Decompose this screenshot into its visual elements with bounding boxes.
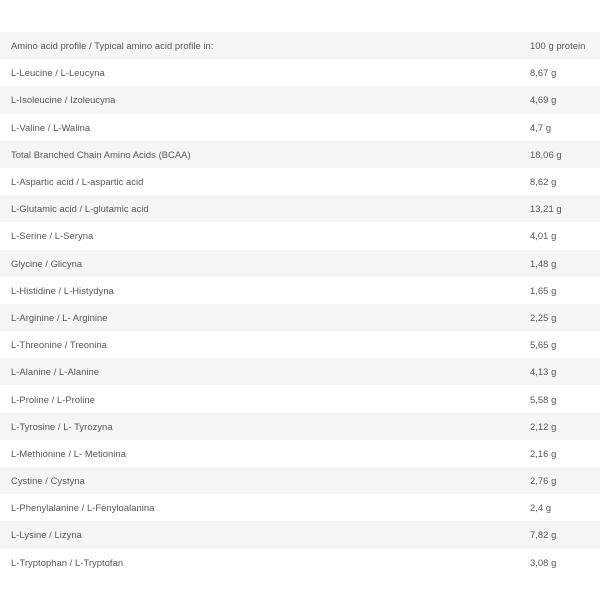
header-name-cell: Amino acid profile / Typical amino acid profile in: bbox=[11, 40, 214, 52]
amino-acid-value: 2,12 g bbox=[530, 420, 557, 432]
amino-acid-name: Glycine / Glicyna bbox=[11, 257, 83, 269]
header-value-cell: 100 g protein bbox=[530, 40, 586, 52]
table-row bbox=[0, 222, 600, 249]
amino-acid-name: L-Proline / L-Proline bbox=[11, 393, 95, 405]
amino-acid-name: L-Arginine / L- Arginine bbox=[11, 311, 108, 323]
amino-acid-value: 1,65 g bbox=[530, 284, 557, 296]
amino-acid-name: L-Serine / L-Seryna bbox=[11, 230, 94, 242]
table-row bbox=[0, 467, 600, 494]
amino-acid-value: 4,01 g bbox=[530, 230, 557, 242]
table-row bbox=[0, 549, 600, 576]
table-row bbox=[0, 59, 600, 86]
table-row bbox=[0, 250, 600, 277]
amino-acid-name: L-Tyrosine / L- Tyrozyna bbox=[11, 420, 113, 432]
table-row bbox=[0, 494, 600, 521]
amino-acid-table bbox=[0, 32, 600, 576]
table-row bbox=[0, 141, 600, 168]
amino-acid-name: L-Methionine / L- Metionina bbox=[11, 447, 126, 459]
amino-acid-value: 5,65 g bbox=[530, 339, 557, 351]
amino-acid-name: L-Leucine / L-Leucyna bbox=[11, 67, 105, 79]
amino-acid-name: L-Isoleucine / Izoleucyna bbox=[11, 94, 116, 106]
amino-acid-value: 2,25 g bbox=[530, 311, 557, 323]
amino-acid-name: L-Glutamic acid / L-glutamic acid bbox=[11, 203, 149, 215]
table-row bbox=[0, 277, 600, 304]
amino-acid-value: 7,82 g bbox=[530, 529, 557, 541]
table-row bbox=[0, 358, 600, 385]
amino-acid-value: 2,76 g bbox=[530, 475, 557, 487]
amino-acid-name: L-Phenylalanine / L-Fenyloalanina bbox=[11, 502, 155, 514]
amino-acid-value: 1,48 g bbox=[530, 257, 557, 269]
table-row bbox=[0, 114, 600, 141]
amino-acid-value: 4,7 g bbox=[530, 121, 552, 133]
table-row bbox=[0, 413, 600, 440]
table-row bbox=[0, 168, 600, 195]
amino-acid-name: L-Lysine / Lizyna bbox=[11, 529, 82, 541]
amino-acid-value: 13,21 g bbox=[530, 203, 562, 215]
amino-acid-name: L-Threonine / Treonina bbox=[11, 339, 107, 351]
amino-acid-name: Cystine / Cystyna bbox=[11, 475, 85, 487]
amino-acid-name: L-Tryptophan / L-Tryptofan bbox=[11, 556, 124, 568]
amino-acid-name: Total Branched Chain Amino Acids (BCAA) bbox=[11, 148, 191, 160]
amino-acid-value: 2,16 g bbox=[530, 447, 557, 459]
table-row bbox=[0, 86, 600, 113]
table-row bbox=[0, 195, 600, 222]
amino-acid-value: 8,62 g bbox=[530, 176, 557, 188]
amino-acid-value: 5,58 g bbox=[530, 393, 557, 405]
amino-acid-name: L-Aspartic acid / L-aspartic acid bbox=[11, 176, 144, 188]
table-row bbox=[0, 331, 600, 358]
amino-acid-value: 4,13 g bbox=[530, 366, 557, 378]
table-header-row bbox=[0, 32, 600, 59]
amino-acid-name: L-Histidine / L-Histydyna bbox=[11, 284, 114, 296]
amino-acid-value: 18,06 g bbox=[530, 148, 562, 160]
amino-acid-value: 4,69 g bbox=[530, 94, 557, 106]
table-row bbox=[0, 304, 600, 331]
amino-acid-name: L-Alanine / L-Alanine bbox=[11, 366, 100, 378]
amino-acid-value: 8,67 g bbox=[530, 67, 557, 79]
amino-acid-value: 2,4 g bbox=[530, 502, 552, 514]
table-row bbox=[0, 385, 600, 412]
amino-acid-value: 3,08 g bbox=[530, 556, 557, 568]
amino-acid-name: L-Valine / L-Walina bbox=[11, 121, 91, 133]
table-row bbox=[0, 440, 600, 467]
table-row bbox=[0, 521, 600, 548]
